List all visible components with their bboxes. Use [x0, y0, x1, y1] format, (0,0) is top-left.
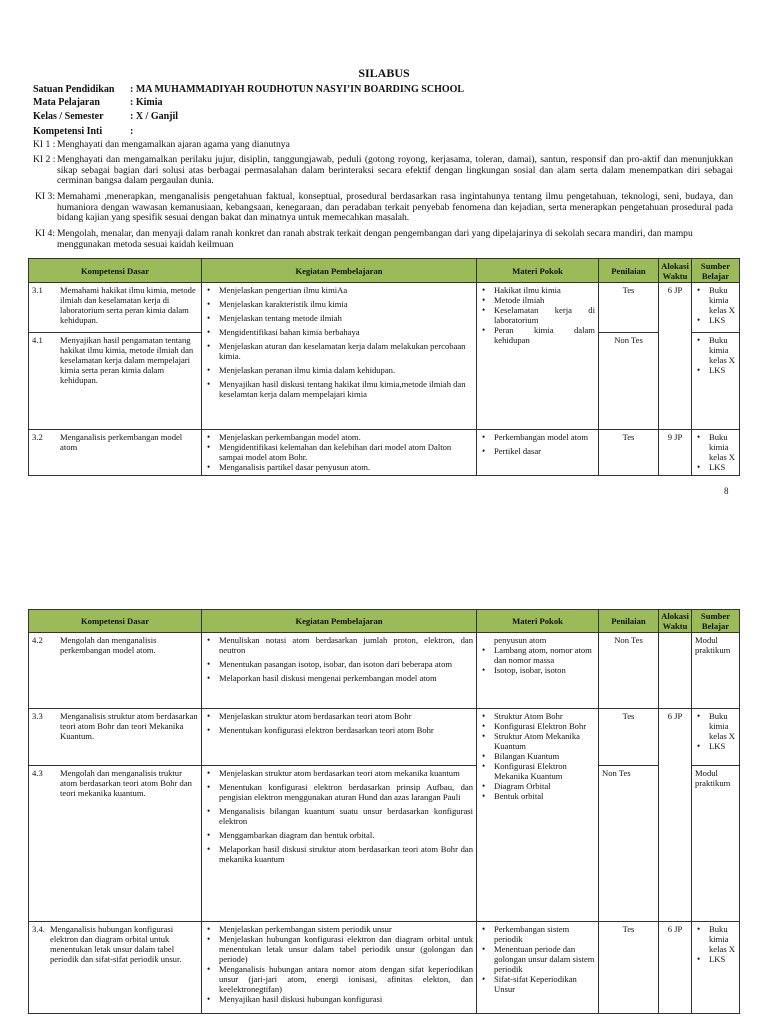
table-header-row	[29, 259, 740, 283]
list-item: • Buku kimia kelas X	[709, 432, 736, 462]
sumber-cell: Modul praktikum	[692, 766, 740, 922]
ki-label: KI 4:	[35, 228, 55, 239]
list-item: • Pertikel dasar	[494, 446, 595, 456]
document-title: SILABUS	[358, 66, 410, 80]
kegiatan-cell	[202, 709, 477, 766]
page-number: 8	[724, 486, 729, 496]
ki-label: KI 1 :	[33, 139, 56, 150]
list-item: • LKS	[709, 741, 736, 751]
sumber-cell	[692, 922, 740, 1014]
kd-cell	[29, 766, 202, 922]
list-item: • Menyajikan hasil diskusi tentang hakikat ilmu kimia,metode ilmiah dan keselamtan kerja dalam mempelajari kimia	[219, 379, 473, 399]
info-kompetensi-inti	[33, 125, 133, 138]
kd-cell	[29, 633, 202, 709]
sumber-cell	[692, 430, 740, 476]
ki-label: KI 2 :	[33, 154, 56, 165]
header-materi-pokok: Materi Pokok	[477, 610, 599, 633]
kd-number: 3.2	[32, 432, 43, 442]
list-item: • Menjelaskan perkembangan sistem periodik unsur	[219, 924, 473, 934]
table-row	[29, 633, 740, 709]
info-value: : MA MUHAMMADIYAH ROUDHOTUN NASYI’IN BOARDING SCHOOL	[130, 84, 465, 95]
list-item: • Menjelaskan perkembangan model atom.	[219, 432, 473, 442]
header-kompetensi-dasar: Kompetensi Dasar	[29, 259, 202, 283]
list-item: • Mengidentifikasi kelemahan dan kelebihan dari model atom Dalton sampai model atom Bohr.	[219, 442, 473, 462]
list-item: • Keselamatan kerja di laboratorium	[494, 305, 595, 325]
list-item: • Menentukan konfigurasi elektron berdasarkan teori atom Bohr	[219, 725, 473, 735]
list-item: • Bentuk orbital	[494, 791, 595, 801]
list-item: • Konfigurasi Elektron Bohr	[494, 721, 595, 731]
ki-4	[35, 229, 733, 253]
ki-text: Menghayati dan mengamalkan perilaku jujur, disiplin, tanggungjawab, peduli (gotong royong, kerjasama, toleran, damai), santun, responsif dan pro-aktif dan menunjukkan sikap sebagai bagian dari solusi atas berbagai permasalahan dalam berinteraksi secara efektif dengan lingkungan sosial dan alam serta dalam menempatkan diri sebagai cerminan bangsa dalam pergaulan dunia.	[57, 154, 733, 187]
table-row	[29, 709, 740, 766]
sumber-cell	[692, 709, 740, 766]
alokasi-cell: 9 JP	[659, 430, 692, 476]
penilaian-cell: Tes	[599, 709, 659, 766]
header-sumber-belajar: Sumber Belajar	[692, 259, 740, 283]
list-item: • Struktur Atom Bohr	[494, 711, 595, 721]
kd-text: Mengolah dan menganalisis truktur atom berdasarkan teori atom Bohr dan teori mekanika kuantum.	[60, 768, 192, 798]
kd-text: Menyajikan hasil pengamatan tentang hakikat ilmu kimia, metode ilmiah dan keselamatan kerja dalam mempelajari kimia serta peran kimia dalam kehidupan.	[60, 335, 194, 385]
list-item: • Menjelaskan karakteristik ilmu kimia	[219, 299, 473, 309]
penilaian-cell: Non Tes	[599, 766, 659, 922]
alokasi-cell: 6 JP	[659, 922, 692, 1014]
header-alokasi-waktu: Alokasi Waktu	[659, 610, 692, 633]
list-item: • Isotop, isobar, isoton	[494, 665, 595, 675]
header-penilaian: Penilaian	[599, 259, 659, 283]
table-header-row	[29, 610, 740, 633]
list-item: • Hakikat ilmu kimia	[494, 285, 595, 295]
info-label: Kompetensi Inti	[33, 126, 103, 137]
penilaian-cell: Tes	[599, 922, 659, 1014]
info-satuan-pendidikan	[33, 83, 464, 96]
list-item: • Menganalisis bilangan kuantum suatu unsur berdasarkan konfigurasi elektron	[219, 806, 473, 826]
silabus-table-1	[28, 258, 740, 476]
ki-label: KI 3:	[35, 191, 55, 202]
kd-number: 4.2	[32, 635, 43, 645]
header-penilaian: Penilaian	[599, 610, 659, 633]
header-alokasi-waktu: Alokasi Waktu	[659, 259, 692, 283]
list-item: • Menjelaskan tentang metode ilmiah	[219, 313, 473, 323]
list-item: • Sifat-sifat Keperiodikan Unsur	[494, 974, 595, 994]
table-row	[29, 283, 740, 333]
materi-cell	[477, 922, 599, 1014]
info-value: : X / Ganjil	[130, 111, 179, 122]
list-item: • Struktur Atom Mekanika Kuantum	[494, 731, 595, 751]
list-item: • Menentuan periode dan golongan unsur dalam sistem periodik	[494, 944, 595, 974]
kd-number: 3.1	[32, 285, 43, 295]
kd-cell	[29, 922, 202, 1014]
list-item: • LKS	[709, 315, 736, 325]
penilaian-cell: Tes	[599, 283, 659, 333]
list-item: • Buku kimia kelas X	[709, 285, 736, 315]
list-item: • Menjelaskan peranan ilmu kimia dalam kehidupan.	[219, 365, 473, 375]
kd-text: Mengolah dan menganalisis perkembangan model atom.	[60, 635, 157, 655]
materi-continued: penyusun atom	[494, 635, 547, 645]
table-row	[29, 766, 740, 922]
penilaian-cell: Non Tes	[599, 333, 659, 430]
info-label: Mata Pelajaran	[33, 97, 100, 108]
list-item: • Buku kimia kelas X	[709, 711, 736, 741]
info-mata-pelajaran	[33, 96, 163, 109]
header-sumber-belajar: Sumber Belajar	[692, 610, 740, 633]
kd-number: 3.3	[32, 711, 43, 721]
list-item: • Diagram Orbital	[494, 781, 595, 791]
info-kelas-semester	[33, 110, 178, 123]
alokasi-cell: 6 JP	[659, 709, 692, 922]
list-item: • Metode ilmiah	[494, 295, 595, 305]
kd-text: Menganalisis perkembangan model atom	[60, 432, 183, 452]
header-kegiatan-pembelajaran: Kegiatan Pembelajaran	[202, 259, 477, 283]
materi-cell	[477, 709, 599, 922]
ki-2	[33, 155, 733, 189]
table-row	[29, 922, 740, 1014]
list-item: • LKS	[709, 365, 736, 375]
list-item: • Menggambarkan diagram dan bentuk orbital.	[219, 830, 473, 840]
materi-cell	[477, 283, 599, 430]
kd-cell	[29, 709, 202, 766]
list-item: • Perkembangan model atom	[494, 432, 595, 442]
list-item: • Konfigurasi Elektron Mekanika Kuantum	[494, 761, 595, 781]
ki-text: Memahami ,menerapkan, menganalisis pengetahuan faktual, konseptual, prosedural berdasarkan rasa ingintahunya tentang ilmu pengetahuan, teknologi, seni, budaya, dan humaniora dengan wawasan kemanusiaan, kebangsaan, kenegaraan, dan peradaban terkait penyebab fenomena dan kejadian, serta menerapkan pengetahuan prosedural pada bidang kajian yang spesifik sesuai dengan bakat dan minatnya untuk memecahkan masalah.	[57, 191, 733, 224]
list-item: • Buku kimia kelas X	[709, 335, 736, 365]
kegiatan-cell	[202, 633, 477, 709]
list-item: • LKS	[709, 954, 736, 964]
list-item: • Bilangan Kuantum	[494, 751, 595, 761]
sumber-cell	[692, 333, 740, 430]
alokasi-cell: 6 JP	[659, 283, 692, 430]
list-item: • Menjelaskan pengertian ilmu kimiAa	[219, 285, 473, 295]
kegiatan-cell	[202, 922, 477, 1014]
kegiatan-cell	[202, 283, 477, 430]
kd-text: Menganalisis struktur atom berdasarkan teori atom Bohr dan teori Mekanika Kuantum.	[60, 711, 198, 741]
info-value: : Kimia	[130, 97, 163, 108]
materi-cell	[477, 430, 599, 476]
materi-cell	[477, 633, 599, 709]
info-label: Kelas / Semester	[33, 111, 104, 122]
kegiatan-cell	[202, 430, 477, 476]
penilaian-cell: Non Tes	[599, 633, 659, 709]
list-item: • Melaporkan hasil diskusi mengenai perkembangan model atom	[219, 673, 473, 683]
list-item: • Peran kimia dalam kehidupan	[494, 325, 595, 345]
list-item: • Menganalisis hubungan antara nomor atom dengan sifat keperiodikan unsur (jari-jari atom, energi ionisasi, afinitas elekton, dan keelektronegtifan)	[219, 964, 473, 994]
list-item: • Menentukan pasangan isotop, isobar, dan isoton dari beberapa atom	[219, 659, 473, 669]
list-item: • Menentukan konfigurasi elektron berdasarkan prinsip Aufbau, dan pengisian elektron menggunakan aturan Hund dan azas larangan Pauli	[219, 782, 473, 802]
kd-number: 4.3	[32, 768, 43, 778]
kd-number: 4.1	[32, 335, 43, 345]
penilaian-cell: Tes	[599, 430, 659, 476]
list-item: • Menyajikan hasil diskusi hubungan konfigurasi	[219, 994, 473, 1004]
ki-text: Mengolah, menalar, dan menyaji dalam ranah konkret dan ranah abstrak terkait dengan pengembangan dari yang dipelajarinya di sekolah secara mandiri, dan mampu menggunakan metoda sesuai kaidah keilmuan	[57, 228, 693, 250]
kd-text: Memahami hakikat ilmu kimia, metode ilmiah dan keselamatan kerja di laboratorium serta peran kimia dalam kehidupan.	[60, 285, 196, 325]
ki-3	[35, 192, 733, 226]
header-kegiatan-pembelajaran: Kegiatan Pembelajaran	[202, 610, 477, 633]
list-item: • LKS	[709, 462, 736, 472]
kd-cell	[29, 283, 202, 333]
kd-text: Menganalisis hubungan konfigurasi elektron dan diagram orbital untuk menentukan letak unsur dalam tabel periodik dan sifat-sifat periodik unsur.	[50, 924, 182, 964]
info-label: Satuan Pendidikan	[33, 84, 115, 95]
list-item: • Melaporkan hasil diskusi struktur atom berdasarkan teori atom Bohr dan mekanika kuantum	[219, 844, 473, 864]
ki-1	[33, 140, 733, 152]
sumber-cell: Modul praktikum	[692, 633, 740, 709]
list-item: • Buku kimia kelas X	[709, 924, 736, 954]
kegiatan-cell	[202, 766, 477, 922]
header-kompetensi-dasar: Kompetensi Dasar	[29, 610, 202, 633]
sumber-cell	[692, 283, 740, 333]
list-item: • Menganalisis partikel dasar penyusun atom.	[219, 462, 473, 472]
list-item: • Menjelaskan aturan dan keselamatan kerja dalam melakukan percobaan kimia.	[219, 341, 473, 361]
table-row	[29, 430, 740, 476]
kd-cell	[29, 430, 202, 476]
list-item: • Menuliskan notasi atom berdasarkan jumlah proton, elektron, dan neutron	[219, 635, 473, 655]
kd-number: 3.4.	[32, 924, 45, 934]
silabus-table-2	[28, 609, 740, 1014]
ki-text: Menghayati dan mengamalkan ajaran agama yang dianutnya	[57, 139, 290, 150]
list-item: • Menjelaskan struktur atom berdasarkan teori atom Bohr	[219, 711, 473, 721]
list-item: • Menjelaskan struktur atom berdasarkan teori atom mekanika kuantum	[219, 768, 473, 778]
kd-cell	[29, 333, 202, 430]
list-item: • Lambang atom, nomor atom dan nomor massa	[494, 645, 595, 665]
list-item: • Mengidentifikasi bahan kimia berbahaya	[219, 327, 473, 337]
alokasi-cell	[659, 633, 692, 709]
info-value: :	[130, 126, 134, 137]
header-materi-pokok: Materi Pokok	[477, 259, 599, 283]
list-item: • Perkembangan sistem periodik	[494, 924, 595, 944]
list-item: • Menjelaskan hubungan konfigurasi elektron dan diagram orbital untuk menentukan letak unsur dalam tabel periodik unsur (golongan dan periode)	[219, 934, 473, 964]
